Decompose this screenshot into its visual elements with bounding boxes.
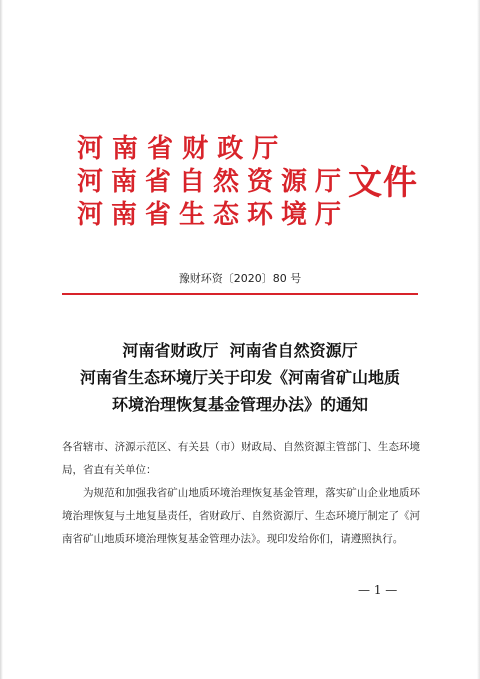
page-number: — 1 —	[358, 583, 398, 597]
issuer-name: 河南省自然资源厅	[77, 167, 350, 197]
issuer-name: 河 南 省 财 政 厅	[77, 134, 279, 164]
scan-edge-left	[0, 0, 3, 679]
document-type-label: 文件	[348, 163, 418, 203]
document-number: 豫财环资〔2020〕80 号	[178, 272, 302, 285]
notice-body	[62, 436, 420, 551]
issuer-name: 河南省生态环境厅	[77, 200, 350, 230]
title-line-3: 环境治理恢复基金管理办法》的通知	[111, 395, 368, 414]
red-separator-line	[62, 293, 418, 295]
title-line-2: 河南省生态环境厅关于印发《河南省矿山地质	[79, 368, 400, 387]
notice-title	[40, 337, 440, 418]
issuing-departments	[77, 133, 350, 232]
addressee-paragraph: 各省辖市、济源示范区、有关县（市）财政局、自然资源主管部门、生态环境局，省直有关单位：	[62, 441, 420, 476]
title-line-1: 河南省财政厅 河南省自然资源厅	[122, 341, 358, 360]
main-paragraph: 为规范和加强我省矿山地质环境治理恢复基金管理，落实矿山企业地质环境治理恢复与土地复垦责任，省财政厅、自然资源厅、生态环境厅制定了《河南省矿山地质环境治理恢复基金管理办法》。现印发给你们，请遵照执行。	[62, 487, 420, 545]
issuer-natural-resources-department	[77, 166, 350, 199]
issuer-ecology-environment-department	[77, 199, 350, 232]
issuer-finance-department	[77, 133, 347, 166]
